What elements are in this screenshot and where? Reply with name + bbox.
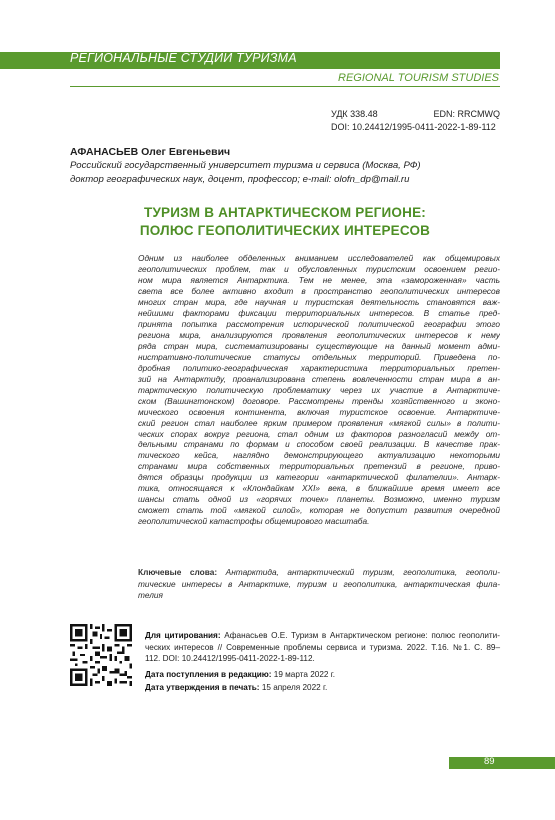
keywords-line: телия: [138, 590, 163, 600]
abstract-line: сможет стать той «мягкой силой», которая не допустит развития очередной: [138, 505, 500, 516]
approved-date-line: Дата утверждения в печать: 15 апреля 2022 г.: [145, 682, 328, 692]
udk-code: УДК 338.48: [331, 109, 378, 119]
author-credentials: доктор географических наук, доцент, профессор; e-mail: olofn_dp@mail.ru: [70, 174, 410, 185]
abstract-line: ческих спорах вокруг региона, стал одним из факторов разногласий между от-: [138, 428, 500, 439]
doi: DOI: 10.24412/1995-0411-2022-1-89-112: [331, 122, 496, 132]
citation-line: 112. DOI: 10.24412/1995-0411-2022-1-89-112.: [145, 654, 315, 664]
abstract-line: нейшими факторами фиксации территориальных интересов. В статье пред-: [138, 307, 500, 318]
edn-code: EDN: RRCMWQ: [433, 109, 500, 119]
page-number-bar: [449, 757, 555, 769]
received-date: 19 марта 2022 г.: [273, 670, 335, 679]
qr-code-icon[interactable]: [70, 624, 132, 686]
abstract-line: странами мира собственных территориальных претензий в регионе, приво-: [138, 461, 500, 472]
citation-label: Для цитирования:: [145, 631, 221, 640]
abstract-line: региона мира, анализируются проявления геополитических интересов к нему: [138, 329, 500, 340]
abstract-line: принята попытка рассмотрения исторической политической географии этого: [138, 318, 500, 329]
abstract-line: дельными странами по формам и способом своей реализации. В качестве прак-: [138, 439, 500, 450]
abstract: [138, 253, 500, 527]
abstract-line: Одним из наиболее обделенных вниманием исследователей как общемировых: [138, 253, 500, 263]
section-title-en: REGIONAL TOURISM STUDIES: [338, 72, 499, 84]
keywords: [138, 567, 500, 602]
abstract-line: ном мира является Антарктика. Тем не менее, эта «замороженная» часть: [138, 274, 500, 285]
abstract-line: мического освоения континента, включая туристское освоение. Антарктиче-: [138, 406, 500, 417]
abstract-line: нистративно-политические статусы отдельных территорий. Приведена по-: [138, 351, 500, 362]
abstract-line: ряда стран мира, систематизированы существующие на данный момент адми-: [138, 340, 500, 351]
abstract-line: тарктическую политическую проблематику через их участие в Антарктиче-: [138, 384, 500, 395]
abstract-line: геополитических проблем, так и обусловленных туристским освоением регио-: [138, 263, 500, 274]
approved-date: 15 апреля 2022 г.: [261, 682, 328, 692]
article-title-line-2: ПОЛЮС ГЕОПОЛИТИЧЕСКИХ ИНТЕРЕСОВ: [139, 223, 431, 238]
abstract-line: зий на Антарктиду, проанализирована степень вовлеченности стран мира в ан-: [138, 373, 500, 384]
received-date-line: Дата поступления в редакцию: 19 марта 2022 г.: [145, 670, 335, 679]
author-name: АФАНАСЬЕВ Олег Евгеньевич: [70, 146, 231, 158]
citation: [145, 630, 500, 665]
abstract-line: света все более активно входит в пространство геополитических интересов: [138, 285, 500, 296]
keywords-line: тические интересы в Антарктике, туризм и геополитика, антарктическая фила-: [138, 578, 500, 589]
keywords-label: Ключевые слова:: [138, 567, 218, 577]
abstract-line: ском (Вашингтонском) договоре. Рассмотрены тренды хозяйственного и эконо-: [138, 395, 500, 406]
abstract-line: ский регион стал наиболее ярким примером проявления «мягкой силы» в полити-: [138, 417, 500, 428]
publication-dates: [145, 669, 500, 694]
header-divider: [70, 86, 500, 87]
citation-line: Для цитирования: Афанасьев О.Е. Туризм в Антарктическом регионе: полюс геополити-: [145, 631, 500, 640]
page-number: 89: [484, 756, 495, 767]
abstract-line: шансы стать одной из «горячих точек» планеты. Возможно, именно туризм: [138, 494, 500, 505]
abstract-line: геополитической катастрофы общемирового масштаба.: [138, 516, 370, 527]
abstract-line: многих стран мира, где научная и туристская деятельность становятся важ-: [138, 296, 500, 307]
author-affiliation: Российский государственный университет туризма и сервиса (Москва, РФ): [70, 160, 421, 171]
abstract-line: тика, относящаяся к «Клондайкам XXI» века, в ближайшие время имеет все: [138, 483, 500, 494]
keywords-line: Ключевые слова: Антарктида, антарктический туризм, геополитика, геополи-: [138, 567, 500, 577]
section-title-ru: РЕГИОНАЛЬНЫЕ СТУДИИ ТУРИЗМА: [70, 51, 297, 65]
abstract-line: дятся образцы продукции из категории «антарктической филателии». Антарк-: [138, 472, 500, 483]
article-title-line-1: ТУРИЗМ В АНТАРКТИЧЕСКОМ РЕГИОНЕ:: [144, 205, 426, 220]
citation-line: ческих интересов // Современные проблемы сервиса и туризма. 2022. Т.16. №1. С. 89–: [145, 642, 500, 652]
abstract-line: тического кейса, наглядно демонстрирующего актуализацию некоторыми: [138, 450, 500, 461]
abstract-line: дробная политико-географическая характеристика территориальных претен-: [138, 362, 500, 373]
